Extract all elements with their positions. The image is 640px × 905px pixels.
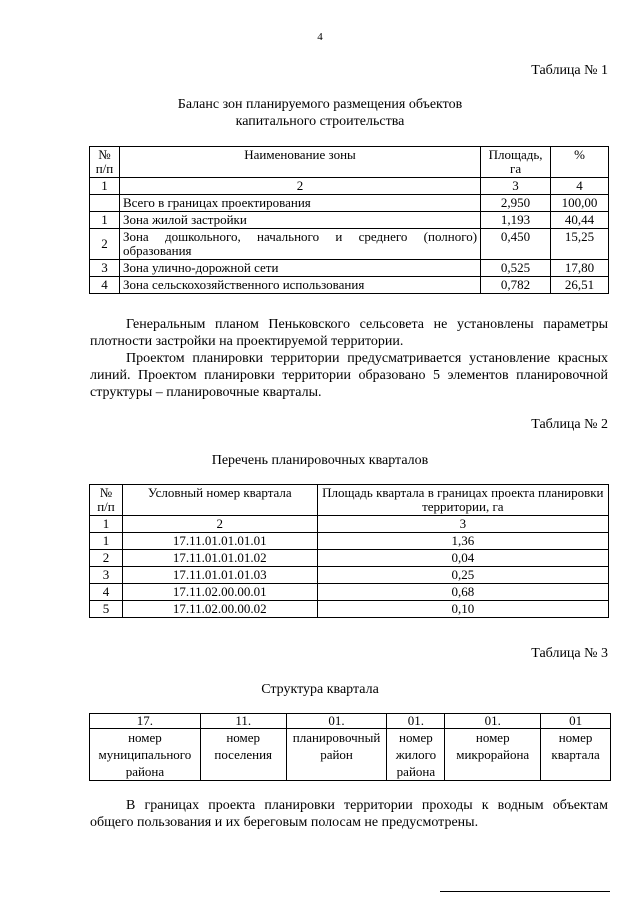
- table-cell: 0,68: [317, 584, 608, 601]
- table-cell: 1: [90, 212, 120, 229]
- table-cell: Зона жилой застройки: [119, 212, 480, 229]
- table-cell: Всего в границах проектирования: [119, 195, 480, 212]
- table-cell: 17.11.01.01.01.03: [122, 567, 317, 584]
- table1-header-row: [90, 147, 609, 178]
- table1-header-name: Наименование зоны: [119, 147, 480, 178]
- table-row: [90, 260, 609, 277]
- table-cell: 3: [317, 516, 608, 533]
- table1-title: [0, 96, 640, 130]
- table-cell: номер квартала: [541, 729, 611, 781]
- table-cell: 1: [90, 178, 120, 195]
- table-cell: 17.11.02.00.00.02: [122, 601, 317, 618]
- footer-divider: [440, 891, 610, 892]
- table-cell: 01: [541, 714, 611, 729]
- paragraph-density: Генеральным планом Пеньковского сельсовета не установлены параметры плотности застройки на проектируемой территории.: [90, 317, 608, 349]
- body-text-1: [90, 316, 608, 401]
- table-row: [90, 533, 609, 550]
- table-cell: 3: [90, 260, 120, 277]
- table-cell: 0,782: [481, 277, 551, 294]
- table2: [89, 484, 609, 618]
- table-cell: 17,80: [551, 260, 609, 277]
- table-cell: 4: [551, 178, 609, 195]
- table-cell: 4: [90, 584, 123, 601]
- table1: [89, 146, 609, 294]
- table-row: [90, 195, 609, 212]
- table-cell: [90, 195, 120, 212]
- table-cell: 01.: [387, 714, 445, 729]
- table-cell: 2: [90, 229, 120, 260]
- table-row: [90, 229, 609, 260]
- table-cell: 17.: [90, 714, 201, 729]
- table1-label: Таблица № 1: [531, 63, 608, 78]
- table-cell: 4: [90, 277, 120, 294]
- table3-code-row: [90, 714, 611, 729]
- table1-index-row: [90, 178, 609, 195]
- table-row: [90, 550, 609, 567]
- table-cell: 17.11.01.01.01.02: [122, 550, 317, 567]
- table1-header-num: № п/п: [90, 147, 120, 178]
- paragraph-water-access: В границах проекта планировки территории проходы к водным объектам общего пользования и их береговым полосам не предусмотрены.: [90, 798, 608, 830]
- table-cell: 2: [90, 550, 123, 567]
- table-row: [90, 584, 609, 601]
- table2-header-area: Площадь квартала в границах проекта планировки территории, га: [317, 485, 608, 516]
- table-cell: 40,44: [551, 212, 609, 229]
- table-cell: номер поселения: [200, 729, 286, 781]
- table1-header-area: Площадь, га: [481, 147, 551, 178]
- table-cell: 17.11.01.01.01.01: [122, 533, 317, 550]
- table-cell: 01.: [286, 714, 387, 729]
- table-cell: 0,25: [317, 567, 608, 584]
- table3: [89, 713, 611, 781]
- table-cell: 0,04: [317, 550, 608, 567]
- table-cell: 0,450: [481, 229, 551, 260]
- table-cell: номер микрорайона: [445, 729, 541, 781]
- table-cell: 3: [481, 178, 551, 195]
- table-cell: 17.11.02.00.00.01: [122, 584, 317, 601]
- table-cell: 0,10: [317, 601, 608, 618]
- table-cell: 26,51: [551, 277, 609, 294]
- table-row: [90, 277, 609, 294]
- table2-header-num: № п/п: [90, 485, 123, 516]
- body-text-2: [90, 797, 608, 831]
- table-cell: 5: [90, 601, 123, 618]
- table2-header-row: [90, 485, 609, 516]
- table-cell: номер муниципального района: [90, 729, 201, 781]
- table-cell: планировочный район: [286, 729, 387, 781]
- table3-description-row: [90, 729, 611, 781]
- table-cell: Зона улично-дорожной сети: [119, 260, 480, 277]
- page-number: 4: [317, 31, 323, 43]
- table-cell: 3: [90, 567, 123, 584]
- table2-label: Таблица № 2: [531, 417, 608, 432]
- table-cell: 11.: [200, 714, 286, 729]
- table-cell: 01.: [445, 714, 541, 729]
- table-cell: Зона дошкольного, начального и среднего (полного) образования: [119, 229, 480, 260]
- table-cell: 1: [90, 516, 123, 533]
- table1-title-line2: капитального строительства: [235, 114, 405, 129]
- table-cell: Зона сельскохозяйственного использования: [119, 277, 480, 294]
- table-row: [90, 601, 609, 618]
- table-cell: 1: [90, 533, 123, 550]
- table-cell: 0,525: [481, 260, 551, 277]
- table-cell: 1,36: [317, 533, 608, 550]
- table1-title-line1: Баланс зон планируемого размещения объектов: [177, 97, 463, 112]
- table-cell: 2: [119, 178, 480, 195]
- table-cell: 2,950: [481, 195, 551, 212]
- table2-index-row: [90, 516, 609, 533]
- table3-label: Таблица № 3: [531, 646, 608, 661]
- table2-header-code: Условный номер квартала: [122, 485, 317, 516]
- paragraph-red-lines: Проектом планировки территории предусматривается установление красных линий. Проектом планировки территории образовано 5 элементов планировочной структуры – планировочные кварталы.: [90, 351, 608, 400]
- table3-title: Структура квартала: [261, 682, 379, 697]
- table-row: [90, 567, 609, 584]
- table-cell: 15,25: [551, 229, 609, 260]
- table-cell: 2: [122, 516, 317, 533]
- table-cell: номер жилого района: [387, 729, 445, 781]
- table2-title: Перечень планировочных кварталов: [211, 453, 429, 468]
- table-cell: 1,193: [481, 212, 551, 229]
- table-row: [90, 212, 609, 229]
- table-cell: 100,00: [551, 195, 609, 212]
- table1-header-pct: %: [551, 147, 609, 178]
